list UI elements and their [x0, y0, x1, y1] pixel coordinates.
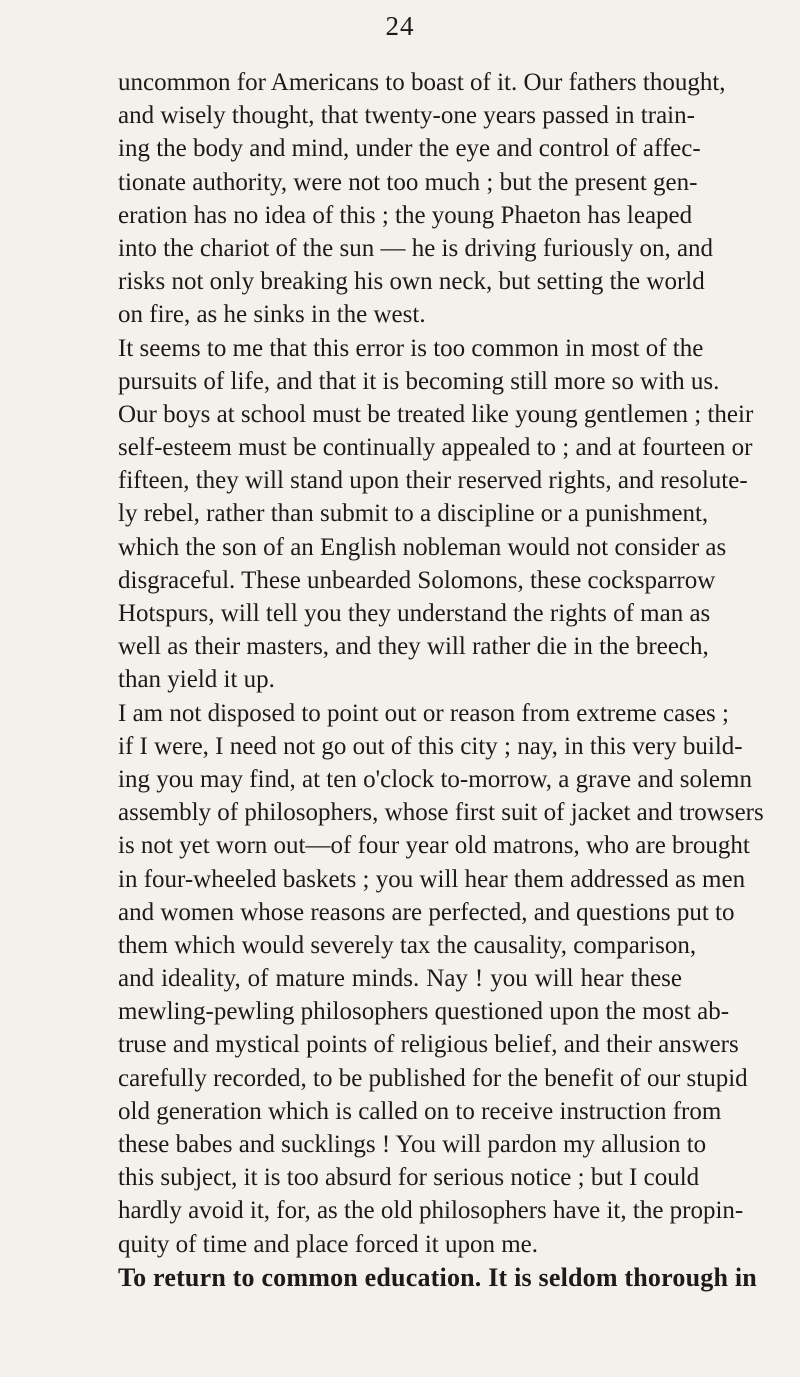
text-line: risks not only breaking his own neck, but setting the world: [118, 268, 705, 296]
text-line: pursuits of life, and that it is becoming still more so with us.: [118, 367, 720, 395]
text-line: truse and mystical points of religious belief, and their answers: [118, 1031, 739, 1059]
text-line: Our boys at school must be treated like young gentlemen ; their: [118, 400, 754, 428]
text-line: and ideality, of mature minds. Nay ! you will hear these: [118, 965, 682, 993]
text-line: It seems to me that this error is too common in most of the: [118, 334, 704, 362]
text-line: To return to common education. It is seldom thorough in: [118, 1262, 757, 1292]
text-line: which the son of an English nobleman would not consider as: [118, 533, 727, 561]
text-line: I am not disposed to point out or reason from extreme cases ;: [118, 699, 729, 727]
text-line: carefully recorded, to be published for the benefit of our stupid: [118, 1064, 748, 1092]
body-text: [118, 66, 764, 1294]
text-line: if I were, I need not go out of this city ; nay, in this very build-: [118, 732, 743, 760]
text-line: and wisely thought, that twenty-one years passed in train-: [118, 102, 695, 130]
text-line: is not yet worn out—of four year old matrons, who are brought: [118, 832, 750, 860]
text-line: disgraceful. These unbearded Solomons, these cocksparrow: [118, 566, 716, 594]
text-line: Hotspurs, will tell you they understand the rights of man as: [118, 600, 711, 627]
text-line: than yield it up.: [118, 666, 275, 694]
text-line: mewling-pewling philosophers questioned upon the most ab-: [118, 998, 730, 1026]
text-line: uncommon for Americans to boast of it. Our fathers thought,: [118, 69, 726, 96]
text-line: quity of time and place forced it upon me.: [118, 1230, 539, 1258]
text-line: hardly avoid it, for, as the old philosophers have it, the propin-: [118, 1197, 744, 1225]
text-line: assembly of philosophers, whose first suit of jacket and trowsers: [118, 799, 764, 827]
text-line: tionate authority, were not too much ; but the present gen-: [118, 168, 698, 196]
text-line: in four-wheeled baskets ; you will hear them addressed as men: [118, 865, 746, 893]
text-line: eration has no idea of this ; the young Phaeton has leaped: [118, 201, 693, 229]
text-line: ing you may find, at ten o'clock to-morrow, a grave and solemn: [118, 765, 752, 793]
text-line: these babes and sucklings ! You will pardon my allusion to: [118, 1131, 707, 1158]
page-number: 24: [385, 11, 415, 41]
text-line: fifteen, they will stand upon their reserved rights, and resolute-: [118, 467, 748, 495]
text-line: ly rebel, rather than submit to a discipline or a punishment,: [118, 500, 709, 528]
text-line: and women whose reasons are perfected, and questions put to: [118, 898, 735, 926]
text-line: old generation which is called on to receive instruction from: [118, 1097, 722, 1125]
text-line: well as their masters, and they will rather die in the breech,: [118, 633, 709, 661]
text-line: ing the body and mind, under the eye and control of affec-: [118, 135, 701, 163]
text-line: into the chariot of the sun — he is driving furiously on, and: [118, 234, 714, 262]
text-line: them which would severely tax the causality, comparison,: [118, 931, 697, 959]
text-line: this subject, it is too absurd for serious notice ; but I could: [118, 1164, 700, 1192]
text-line: on fire, as he sinks in the west.: [118, 301, 426, 329]
text-line: self-esteem must be continually appealed to ; and at fourteen or: [118, 434, 753, 462]
